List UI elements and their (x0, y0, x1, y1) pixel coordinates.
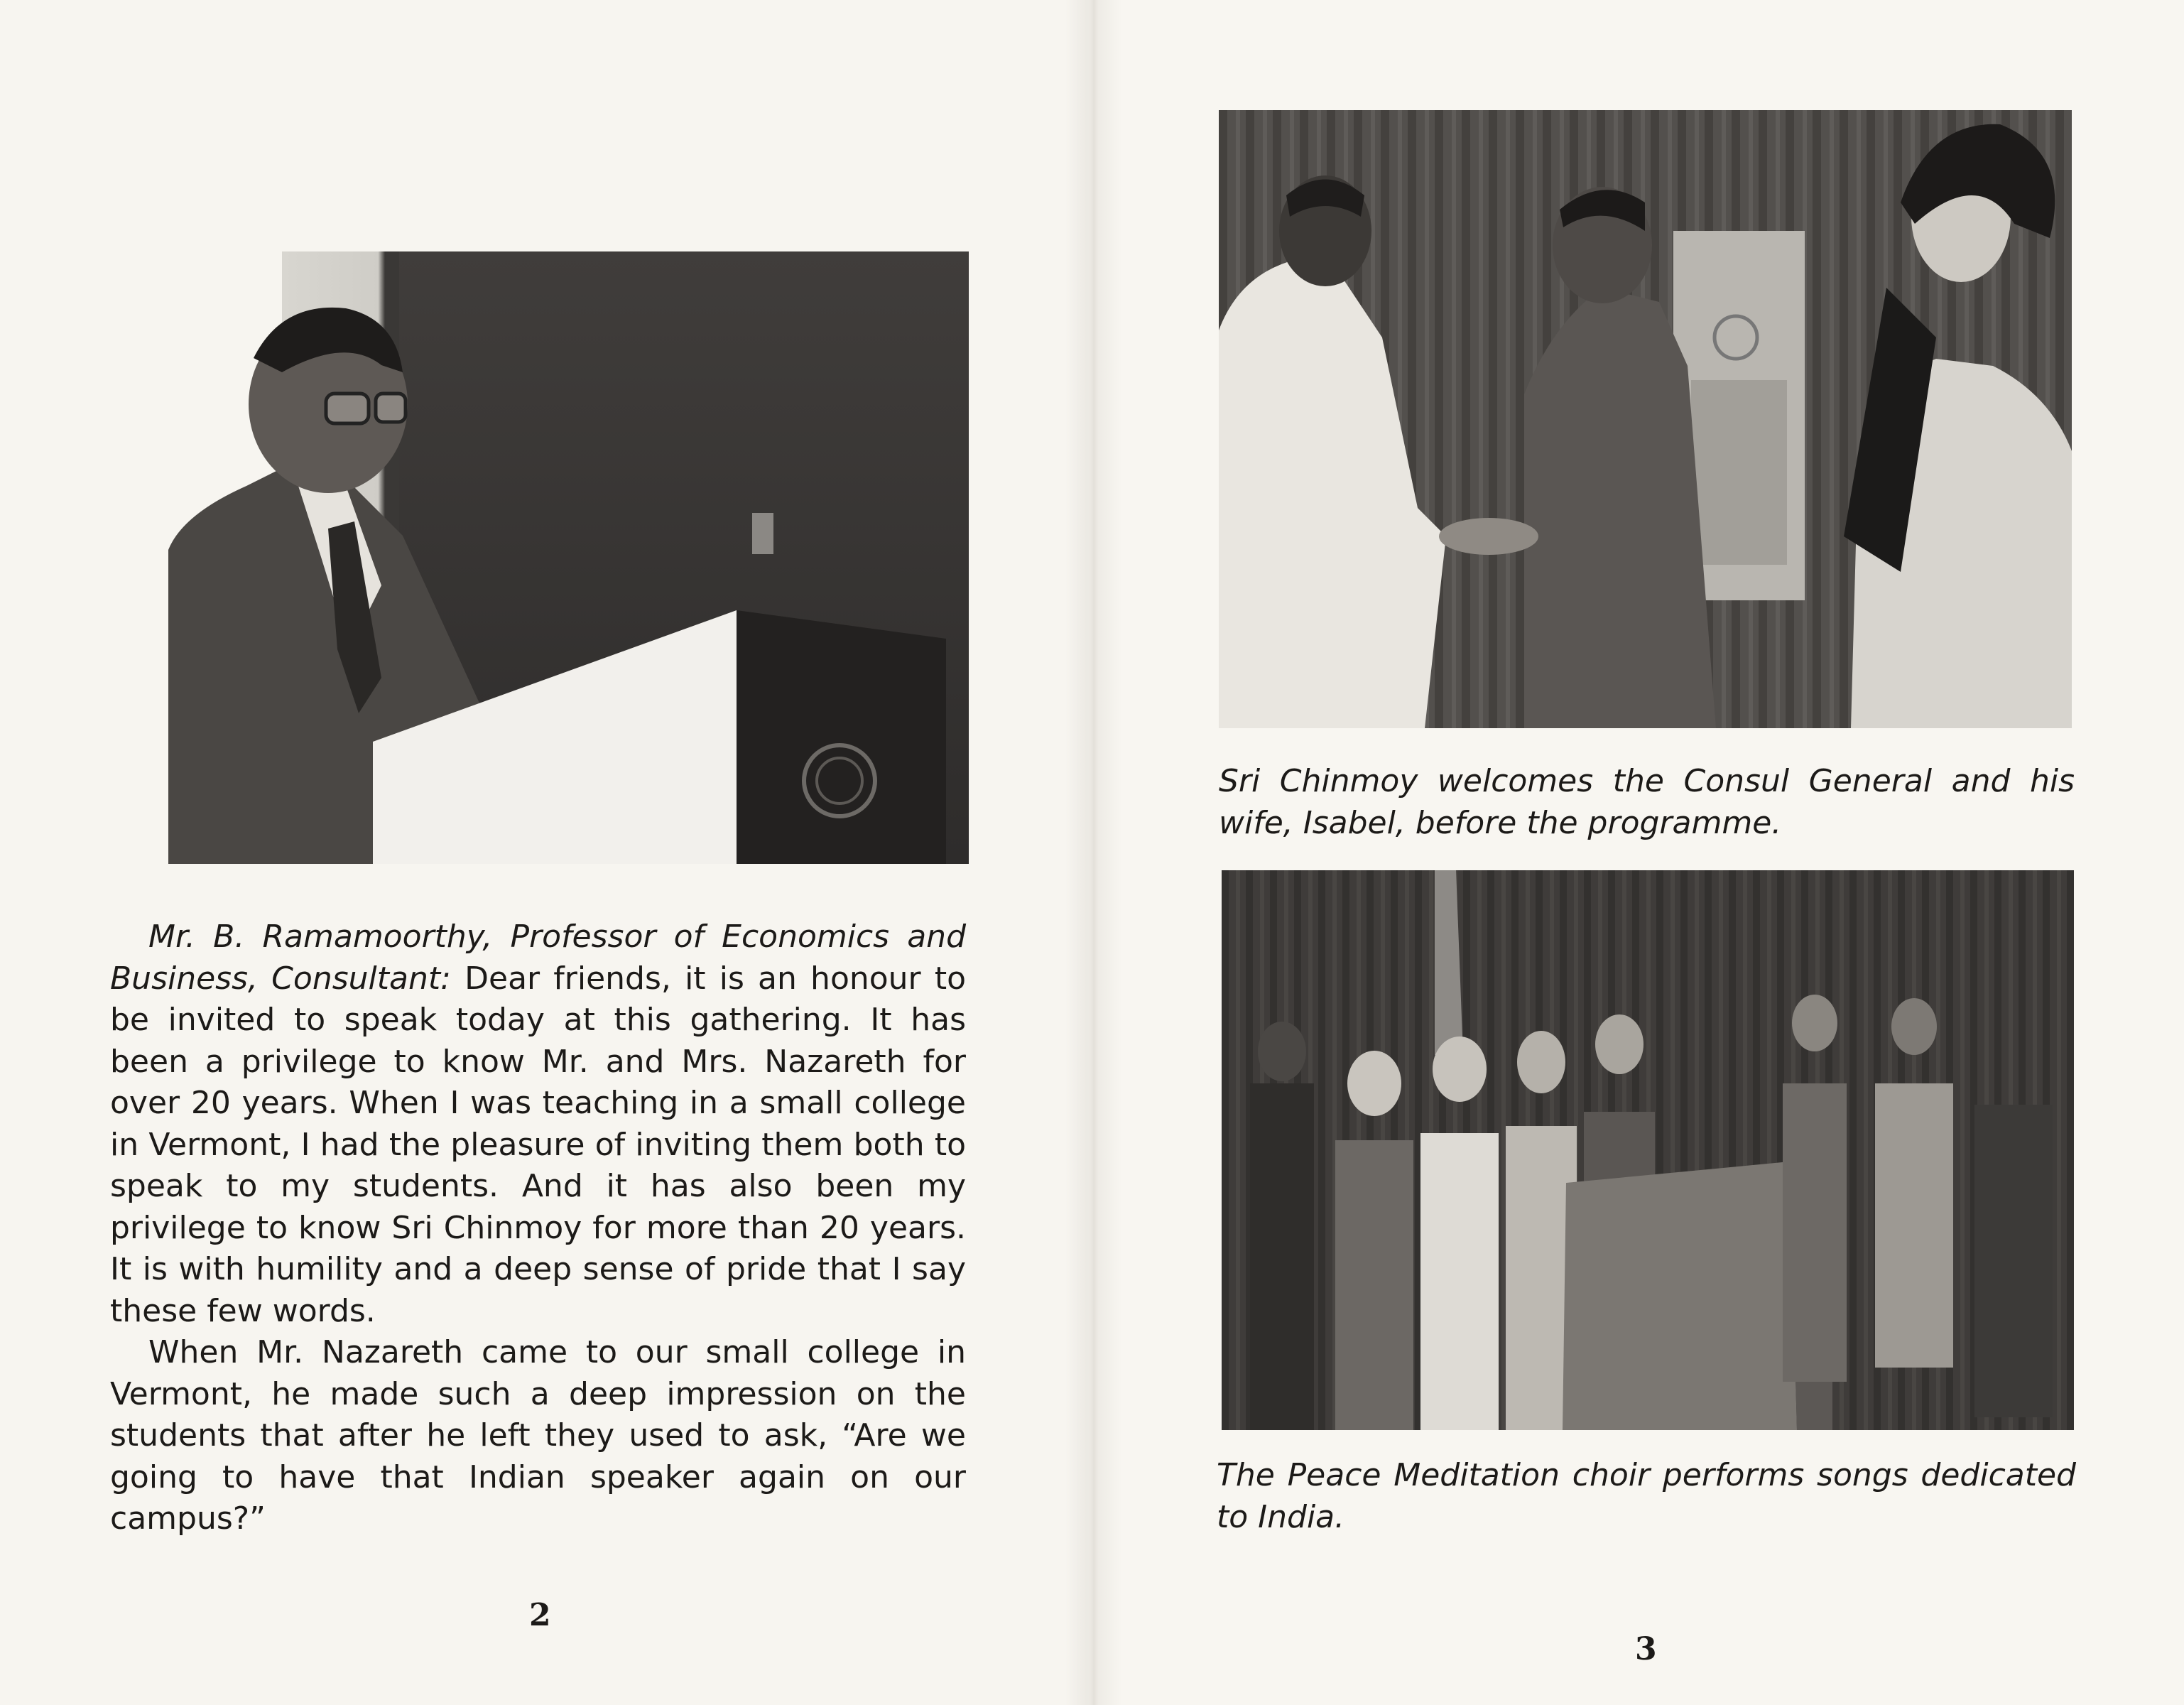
speech-paragraph-2: When Mr. Nazareth came to our small college in Vermont, he made such a deep impression on the students that after he left they used to ask, “Are we going to have that Indian speaker again on our campus?” (110, 1334, 966, 1537)
welcome-caption: Sri Chinmoy welcomes the Consul General and his wife, Isabel, before the programme. (1219, 763, 2075, 841)
choir-photo (1222, 870, 2074, 1430)
speech-text (110, 916, 966, 1540)
speech-paragraph-1 (110, 916, 966, 1332)
speech-paragraph-1-text: Dear friends, it is an honour to be invited to speak today at this gathering. It has been a privilege to know Mr. and Mrs. Nazareth for over 20 years. When I was teaching in a small college in Vermont, I had the pleasure of inviting them both to speak to my students. And it has also been my privilege to know Sri Chinmoy for more than 20 years. It is with humility and a deep sense of pride that I say these few words. (110, 960, 966, 1329)
book-gutter (1065, 0, 1122, 1705)
welcome-photo (1219, 110, 2072, 728)
podium-speaker-photo-icon (168, 251, 969, 864)
choir-caption: The Peace Meditation choir performs songs dedicated to India. (1217, 1457, 2076, 1535)
left-page (0, 0, 1087, 1705)
speaker-name: Mr. B. Ramamoorthy, Professor of Economics and Business, Consultant: (110, 919, 966, 997)
choir-performance-photo-icon (1222, 870, 2074, 1430)
page-number-left: 2 (529, 1597, 551, 1633)
welcome-greeting-photo-icon (1219, 110, 2072, 728)
speaker-at-podium-photo (168, 251, 969, 864)
page-number-right: 3 (1635, 1631, 1657, 1667)
